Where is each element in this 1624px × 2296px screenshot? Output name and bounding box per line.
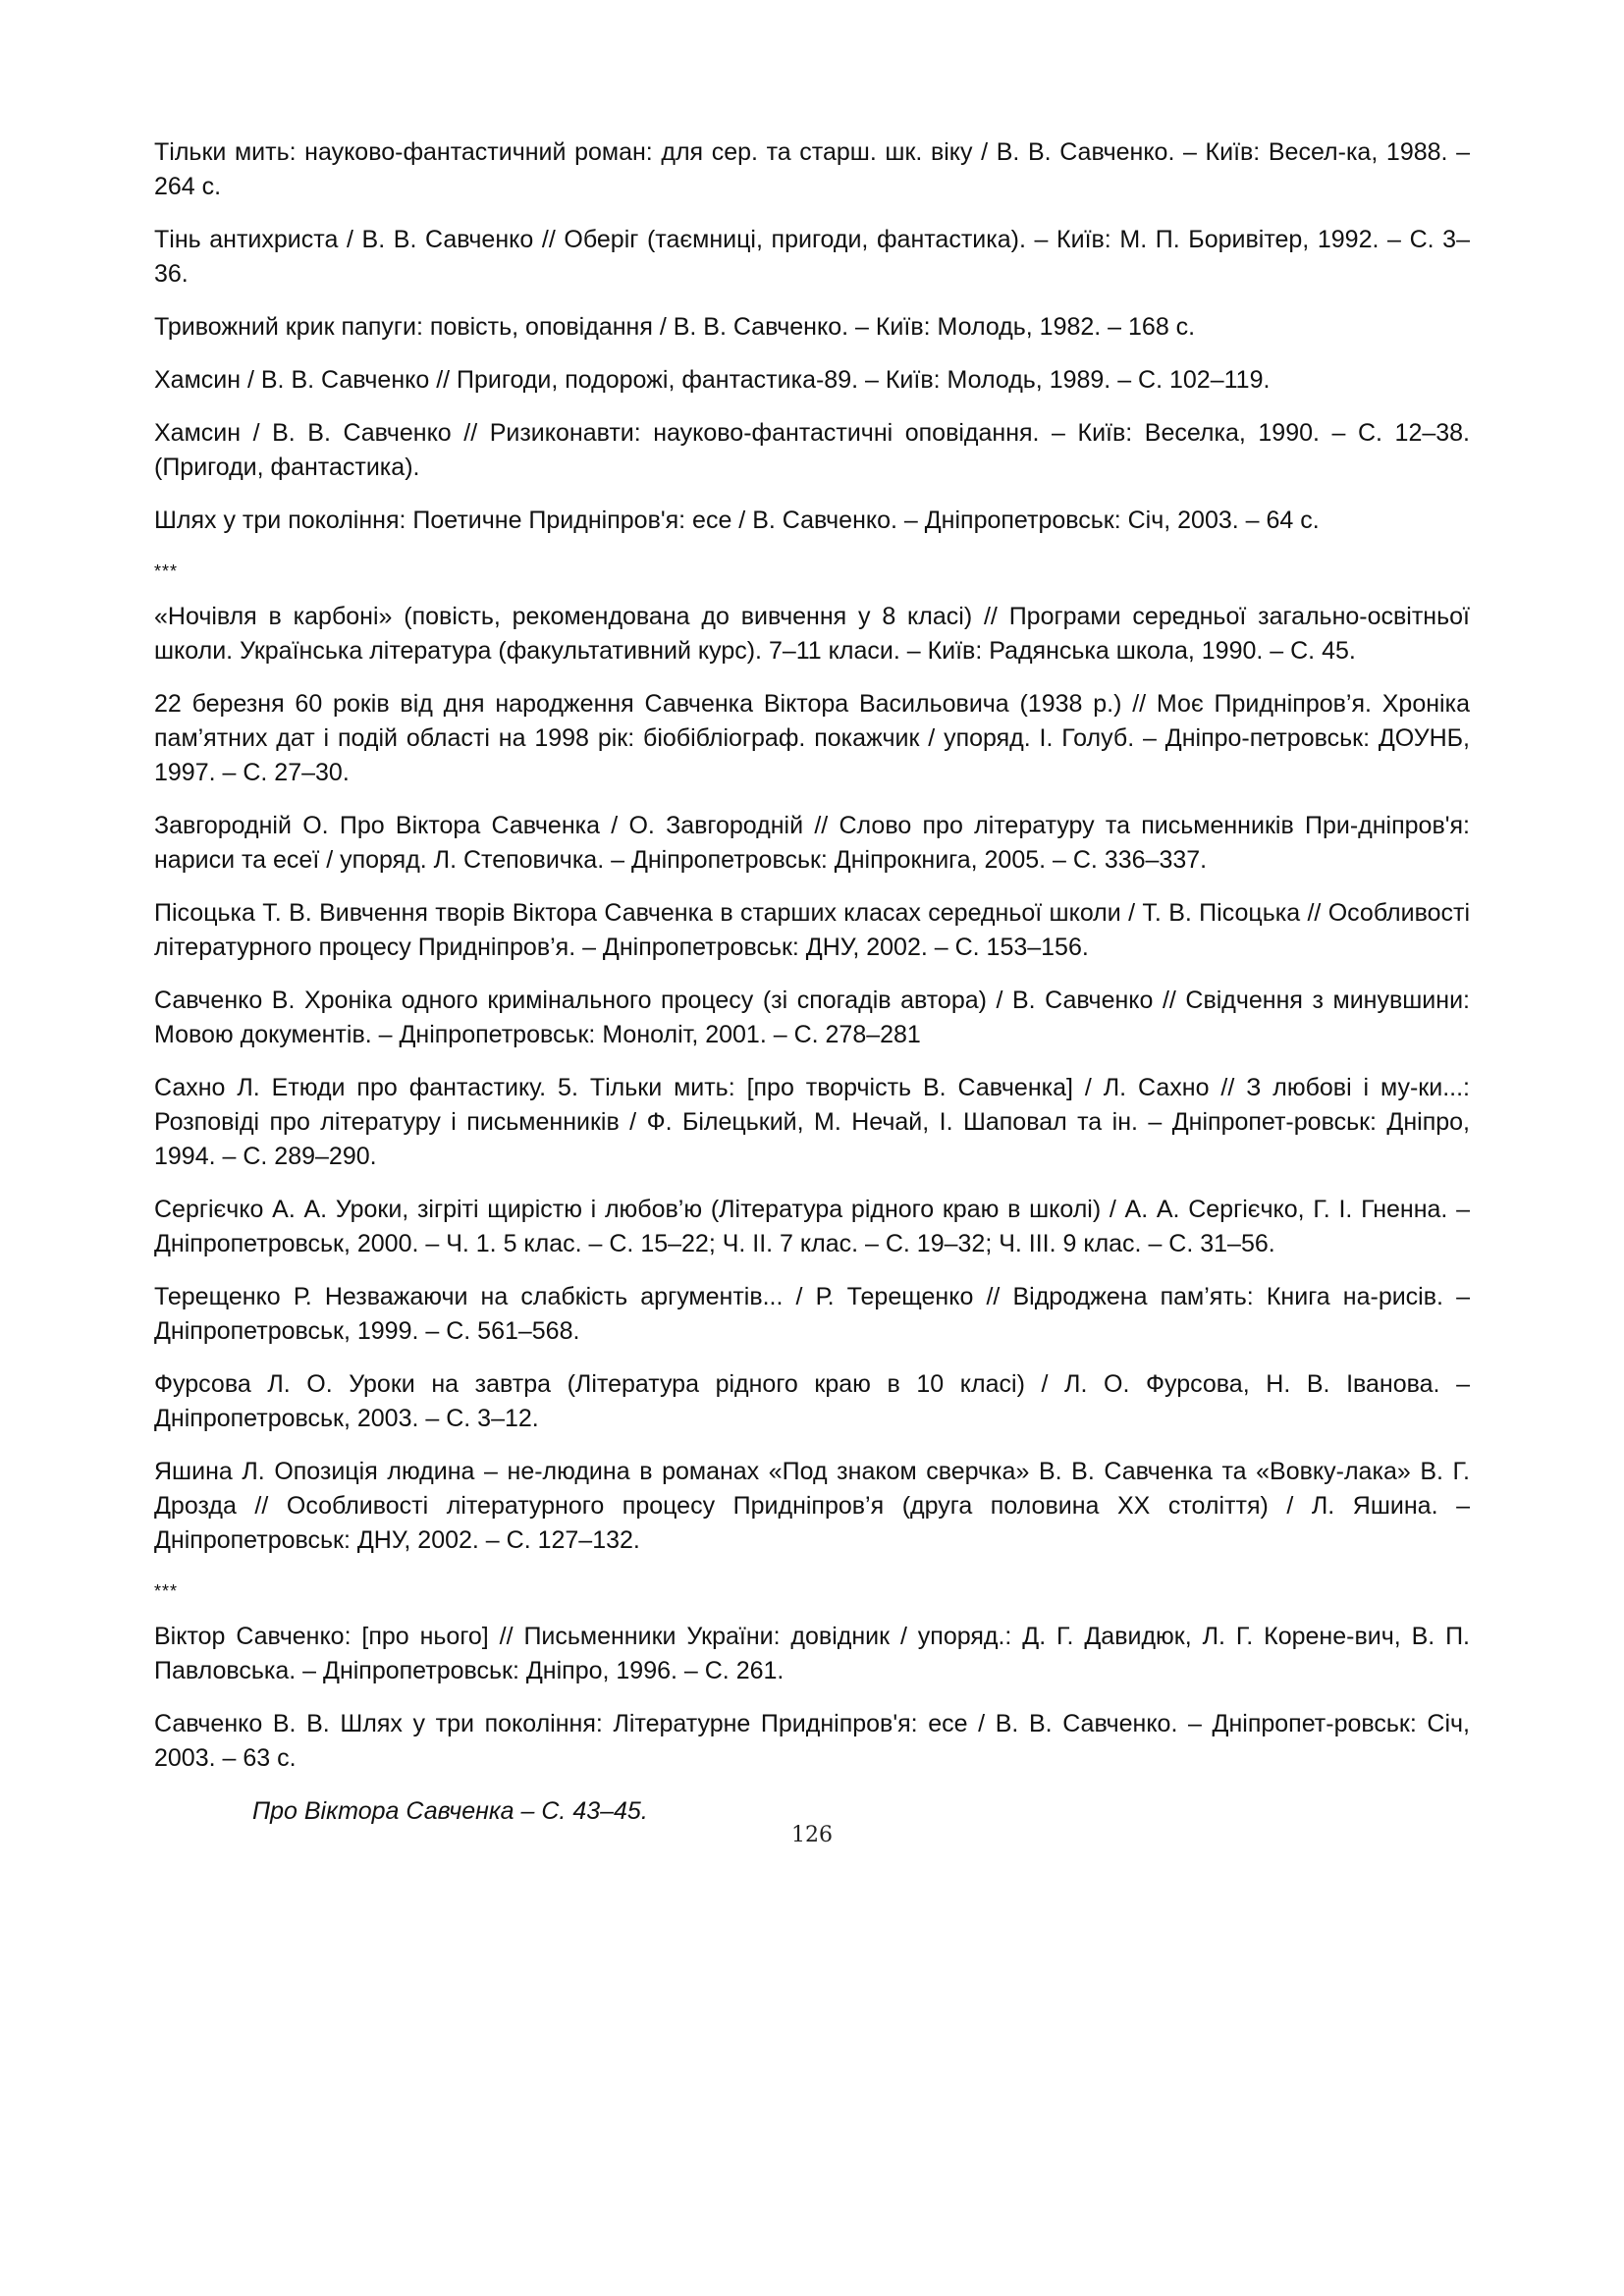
bibliography-page xyxy=(154,135,1470,1829)
bibliography-entry: Яшина Л. Опозиція людина – не-людина в романах «Под знаком сверчка» В. В. Савченка та «Вовку-лака» В. Г. Дрозда // Особливості літературного процесу Придніпров’я (друга половина ХХ століття) / Л. Яшина. – Дніпропетровськ: ДНУ, 2002. – С. 127–132. xyxy=(154,1458,1470,1554)
bibliography-entry: Савченко В. В. Шлях у три покоління: Літературне Придніпров'я: есе / В. В. Савченко. – Дніпропет-ровськ: Січ, 2003. – 63 с. xyxy=(154,1710,1470,1772)
bibliography-entry: Шлях у три покоління: Поетичне Придніпров'я: есе / В. Савченко. – Дніпропетровськ: Січ, 2003. – 64 с. xyxy=(154,507,1320,534)
bibliography-entry: 22 березня 60 років від дня народження Савченка Віктора Васильовича (1938 р.) // Моє Придніпров’я. Хроніка пам’ятних дат і подій області на 1998 рік: біобібліограф. покажчик / упоряд. І. Голуб. – Дніпро-петровськ: ДОУНБ, 1997. – С. 27–30. xyxy=(154,690,1470,786)
bibliography-entry: Тільки мить: науково-фантастичний роман: для сер. та старш. шк. віку / В. В. Савченко. – Київ: Весел-ка, 1988. – 264 с. xyxy=(154,138,1470,200)
bibliography-entry: Тінь антихриста / В. В. Савченко // Оберіг (таємниці, пригоди, фантастика). – Київ: М. П. Боривітер, 1992. – С. 3–36. xyxy=(154,226,1470,288)
bibliography-list xyxy=(154,135,1470,1829)
entry-note: Про Віктора Савченка – С. 43–45. xyxy=(252,1797,648,1825)
bibliography-entry: Савченко В. Хроніка одного кримінального процесу (зі спогадів автора) / В. Савченко // Свідчення з минувшини: Мовою документів. – Дніпропетровськ: Моноліт, 2001. – С. 278–281 xyxy=(154,987,1470,1048)
bibliography-entry: Хамсин / В. В. Савченко // Ризиконавти: науково-фантастичні оповідання. – Київ: Веселка, 1990. – С. 12–38. (Пригоди, фантастика). xyxy=(154,419,1470,481)
bibliography-entry: Хамсин / В. В. Савченко // Пригоди, подорожі, фантастика-89. – Київ: Молодь, 1989. – С. 102–119. xyxy=(154,366,1271,394)
bibliography-entry: Сахно Л. Етюди про фантастику. 5. Тільки мить: [про творчість В. Савченка] / Л. Сахно // З любові і му-ки...: Розповіді про літературу і письменників / Ф. Білецький, М. Нечай, І. Шаповал та ін. – Дніпропет-ровськ: Дніпро, 1994. – С. 289–290. xyxy=(154,1074,1470,1170)
bibliography-entry: «Ночівля в карбоні» (повість, рекомендована до вивчення у 8 класі) // Програми середньої загально-освітньої школи. Українська література (факультативний курс). 7–11 класи. – Київ: Радянська школа, 1990. – С. 45. xyxy=(154,603,1470,665)
bibliography-entry: Терещенко Р. Незважаючи на слабкість аргументів... / Р. Терещенко // Відроджена пам’ять: Книга на-рисів. – Дніпропетровськ, 1999. – С. 561–568. xyxy=(154,1283,1470,1345)
bibliography-entry: Віктор Савченко: [про нього] // Письменники України: довідник / упоряд.: Д. Г. Давидюк, Л. Г. Коренe-вич, В. П. Павловська. – Дніпропетровськ: Дніпро, 1996. – С. 261. xyxy=(154,1623,1470,1684)
page-number: 126 xyxy=(791,1823,833,1847)
bibliography-entry: Завгородній О. Про Віктора Савченка / О. Завгородній // Слово про літературу та письменників При-дніпров'я: нариси та есеї / упоряд. Л. Степовичка. – Дніпропетровськ: Дніпрокнига, 2005. – С. 336–337. xyxy=(154,812,1470,874)
section-separator: *** xyxy=(154,561,179,581)
bibliography-entry: Фурсова Л. О. Уроки на завтра (Література рідного краю в 10 класі) / Л. О. Фурсова, Н. В. Іванова. – Дніпропетровськ, 2003. – С. 3–12. xyxy=(154,1370,1470,1432)
bibliography-entry: Сергієчко А. А. Уроки, зігріті щирістю і любов’ю (Література рідного краю в школі) / А. А. Сергієчко, Г. І. Гненна. – Дніпропетровськ, 2000. – Ч. 1. 5 клас. – С. 15–22; Ч. ІІ. 7 клас. – С. 19–32; Ч. ІІІ. 9 клас. – С. 31–56. xyxy=(154,1196,1470,1257)
bibliography-entry: Тривожний крик папуги: повість, оповідання / В. В. Савченко. – Київ: Молодь, 1982. – 168 с. xyxy=(154,313,1196,341)
bibliography-entry: Пісоцька Т. В. Вивчення творів Віктора Савченка в старших класах середньої школи / Т. В. Пісоцька // Особливості літературного процесу Придніпров’я. – Дніпропетровськ: ДНУ, 2002. – С. 153–156. xyxy=(154,899,1470,961)
section-separator: *** xyxy=(154,1581,179,1601)
